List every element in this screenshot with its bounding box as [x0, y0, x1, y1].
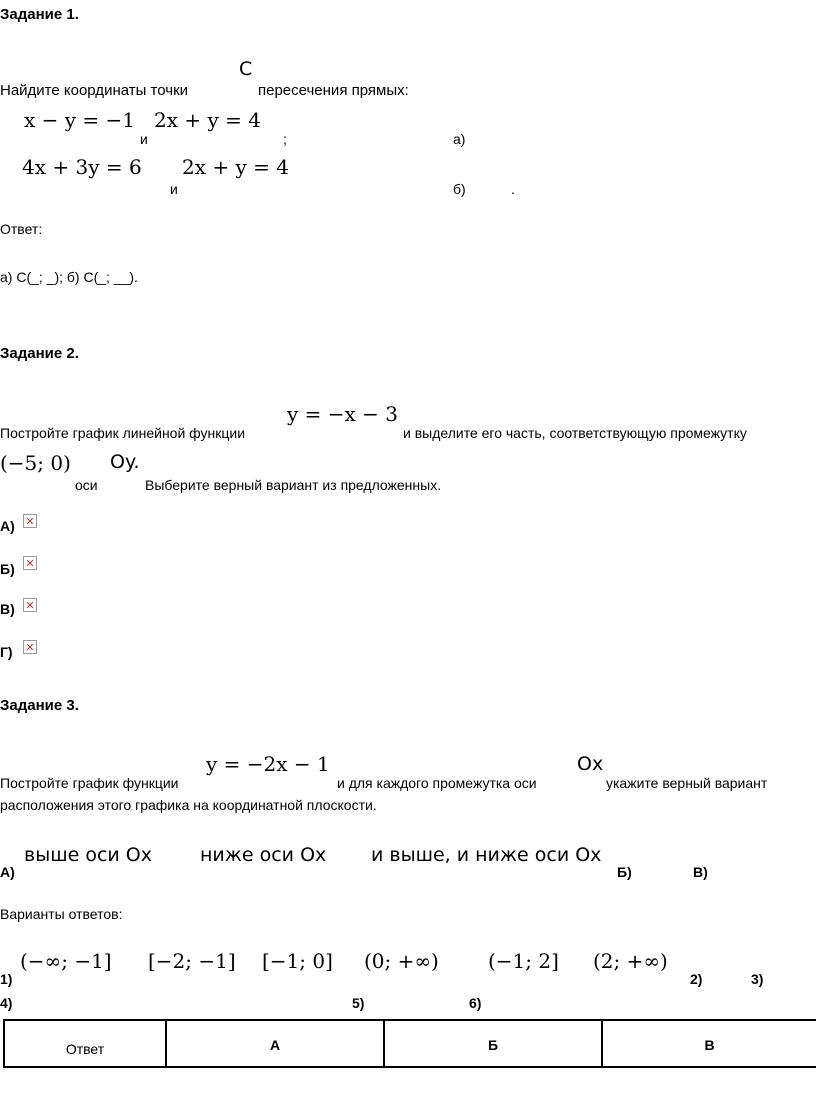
task3-instruction-middle: и для каждого промежутка оси [337, 775, 537, 791]
task1-label-b: б) [453, 181, 466, 197]
task2-instruction-end: и выделите его часть, соответствующую промежутку [403, 425, 747, 441]
task3-instruction-start: Постройте график функции [0, 775, 179, 791]
task1-semicolon: ; [283, 131, 287, 147]
task2-formula: y = −x − 3 [287, 402, 399, 426]
task2-option-c-label: В) [0, 601, 15, 617]
task3-interval-2: [−2; −1] [148, 949, 236, 973]
task1-point-label: C [239, 58, 253, 80]
task1-dot: . [511, 181, 515, 197]
task3-number-3: 3) [751, 971, 764, 987]
task1-label-a: а) [453, 131, 466, 147]
answer-table-header-c[interactable]: В [602, 1020, 816, 1067]
task1-conjunction-a: и [140, 131, 148, 147]
task1-instruction-end: пересечения прямых: [258, 82, 409, 99]
task3-location-label-c: В) [693, 864, 708, 880]
task1-equation-b2: 2x + y = 4 [182, 155, 289, 179]
task1-instruction-start: Найдите координаты точки [0, 82, 189, 99]
task2-option-a-label: А) [0, 518, 15, 534]
task1-equation-a1: x − y = −1 [24, 108, 136, 132]
task3-number-1: 1) [0, 971, 13, 987]
task1-title: Задание 1. [0, 6, 79, 23]
answer-table-header-b[interactable]: Б [384, 1020, 602, 1067]
task3-number-6: 6) [469, 995, 482, 1011]
broken-image-icon[interactable]: ✕ [23, 514, 37, 528]
answer-table [3, 1019, 816, 1068]
task3-number-4: 4) [0, 995, 13, 1011]
task2-interval: (−5; 0) [0, 451, 71, 475]
task3-interval-4: (0; +∞) [364, 949, 439, 973]
task1-answer-text: а) С(_; _); б) С(_; __). [0, 269, 138, 285]
task3-location-above: выше оси Ox [24, 844, 152, 866]
task3-interval-1: (−∞; −1] [20, 949, 112, 973]
task3-interval-3: [−1; 0] [262, 949, 333, 973]
broken-image-icon[interactable]: ✕ [23, 556, 37, 570]
task3-title: Задание 3. [0, 697, 79, 714]
task1-equation-a2: 2x + y = 4 [154, 108, 261, 132]
task3-location-label-a: А) [0, 864, 15, 880]
answer-table-label-cell: Ответ [4, 1020, 166, 1067]
task2-option-b-label: Б) [0, 561, 15, 577]
task3-number-5: 5) [352, 995, 365, 1011]
broken-image-icon[interactable]: ✕ [23, 598, 37, 612]
task2-title: Задание 2. [0, 345, 79, 362]
task3-instruction-line2: расположения этого графика на координатной плоскости. [0, 797, 377, 813]
task2-option-d-label: Г) [0, 644, 13, 660]
task2-axis-word: оси [75, 477, 98, 493]
task3-location-label-b: Б) [617, 864, 632, 880]
broken-image-icon[interactable]: ✕ [23, 640, 37, 654]
task3-variants-label: Варианты ответов: [0, 906, 123, 922]
task1-conjunction-b: и [170, 181, 178, 197]
task3-interval-5: (−1; 2] [488, 949, 559, 973]
table-row [4, 1020, 816, 1067]
task3-instruction-end: укажите верный вариант [606, 775, 768, 791]
task2-axis: Oy. [110, 451, 140, 473]
task2-instruction-start: Постройте график линейной функции [0, 425, 246, 441]
task3-formula: y = −2x − 1 [206, 752, 330, 776]
task3-location-below: ниже оси Ox [200, 844, 327, 866]
answer-table-header-a[interactable]: А [166, 1020, 384, 1067]
task1-answer-label: Ответ: [0, 221, 43, 237]
task3-axis: Ox [577, 753, 604, 775]
task3-location-both: и выше, и ниже оси Ox [371, 844, 602, 866]
task2-instruction-choose: Выберите верный вариант из предложенных. [145, 477, 442, 493]
task3-interval-6: (2; +∞) [593, 949, 668, 973]
task3-number-2: 2) [690, 971, 703, 987]
task1-equation-b1: 4x + 3y = 6 [22, 155, 142, 179]
